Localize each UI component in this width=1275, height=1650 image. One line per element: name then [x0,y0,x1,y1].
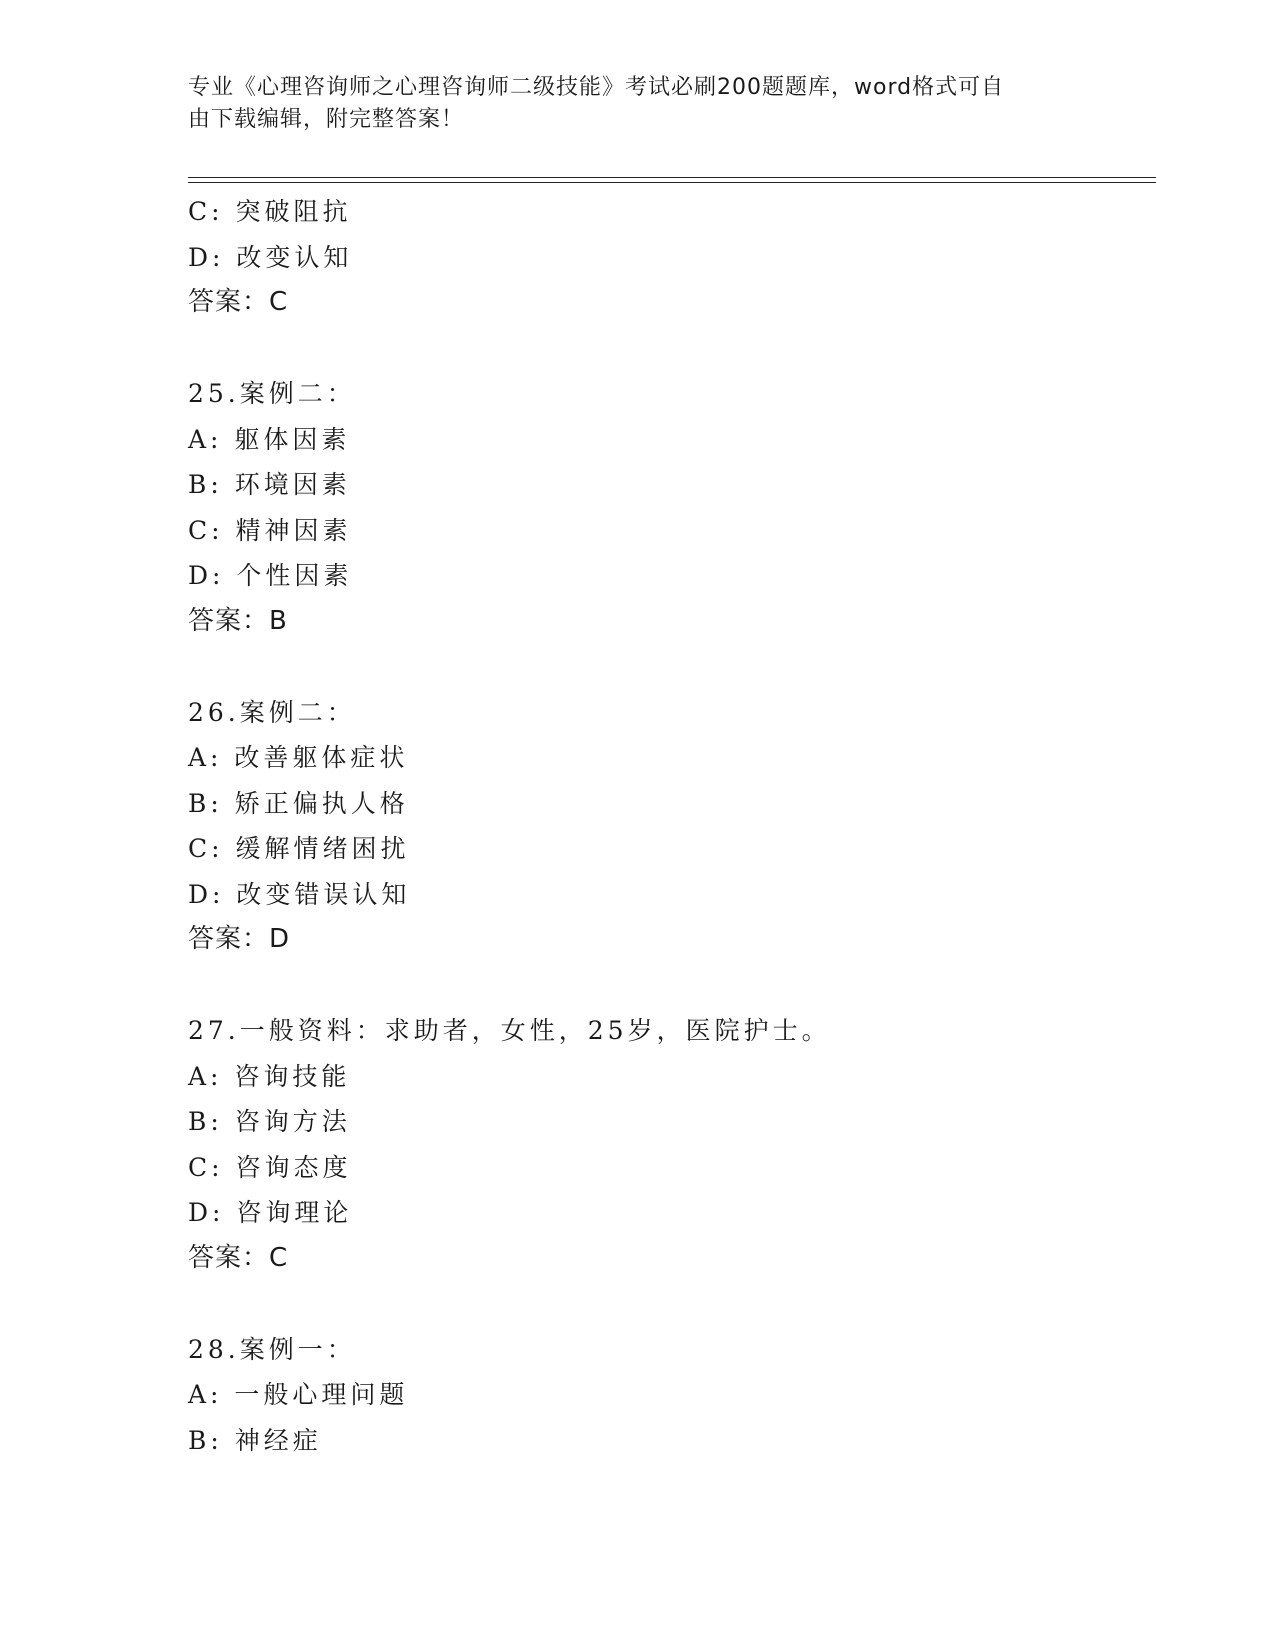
option-c: C: 突破阻抗 [188,197,352,226]
header-line-2: 由下载编辑，附完整答案！ [188,107,465,132]
option-d: D: 改变认知 [188,242,353,272]
header-line-1: 专业《心理咨询师之心理咨询师二级技能》考试必刷200题题库，word格式可自 [188,75,1005,100]
header-divider-top [188,177,1156,178]
answer-line: 答案：C [188,287,289,317]
header-divider-bottom [188,182,1156,183]
answer-line: 答案：D [188,924,291,954]
spacer [188,326,1148,372]
option-a: A: 改善躯体症状 [188,743,409,772]
option-b: B: 咨询方法 [188,1107,351,1136]
spacer [188,963,1148,1009]
option-a: A: 咨询技能 [188,1061,351,1091]
question-28 [188,1327,1148,1464]
option-c: C: 缓解情绪困扰 [188,834,410,863]
option-c: C: 咨询态度 [188,1152,352,1182]
option-a: A: 一般心理问题 [188,1380,409,1409]
question-list [188,189,1148,1463]
option-d: D: 个性因素 [188,561,353,590]
option-a: A: 躯体因素 [188,424,351,454]
option-b: B: 环境因素 [188,470,351,499]
question-27 [188,1008,1148,1281]
option-d: D: 咨询理论 [188,1198,353,1227]
option-c: C: 精神因素 [188,515,352,545]
answer-line: 答案：C [188,1242,289,1273]
question-26 [188,690,1148,963]
question-25 [188,371,1148,644]
option-d: D: 改变错误认知 [188,879,411,909]
document-header [188,72,1068,136]
spacer [188,644,1148,690]
spacer [188,1281,1148,1327]
question-title: 27.一般资料：求助者，女性，25岁，医院护士。 [188,1016,831,1045]
answer-line: 答案：B [188,605,288,636]
question-title: 25.案例二： [188,379,356,408]
option-b: B: 神经症 [188,1425,322,1455]
question-title: 26.案例二： [188,697,356,727]
question-fragment [188,189,1148,326]
option-b: B: 矫正偏执人格 [188,788,409,818]
question-title: 28.案例一： [188,1334,356,1364]
